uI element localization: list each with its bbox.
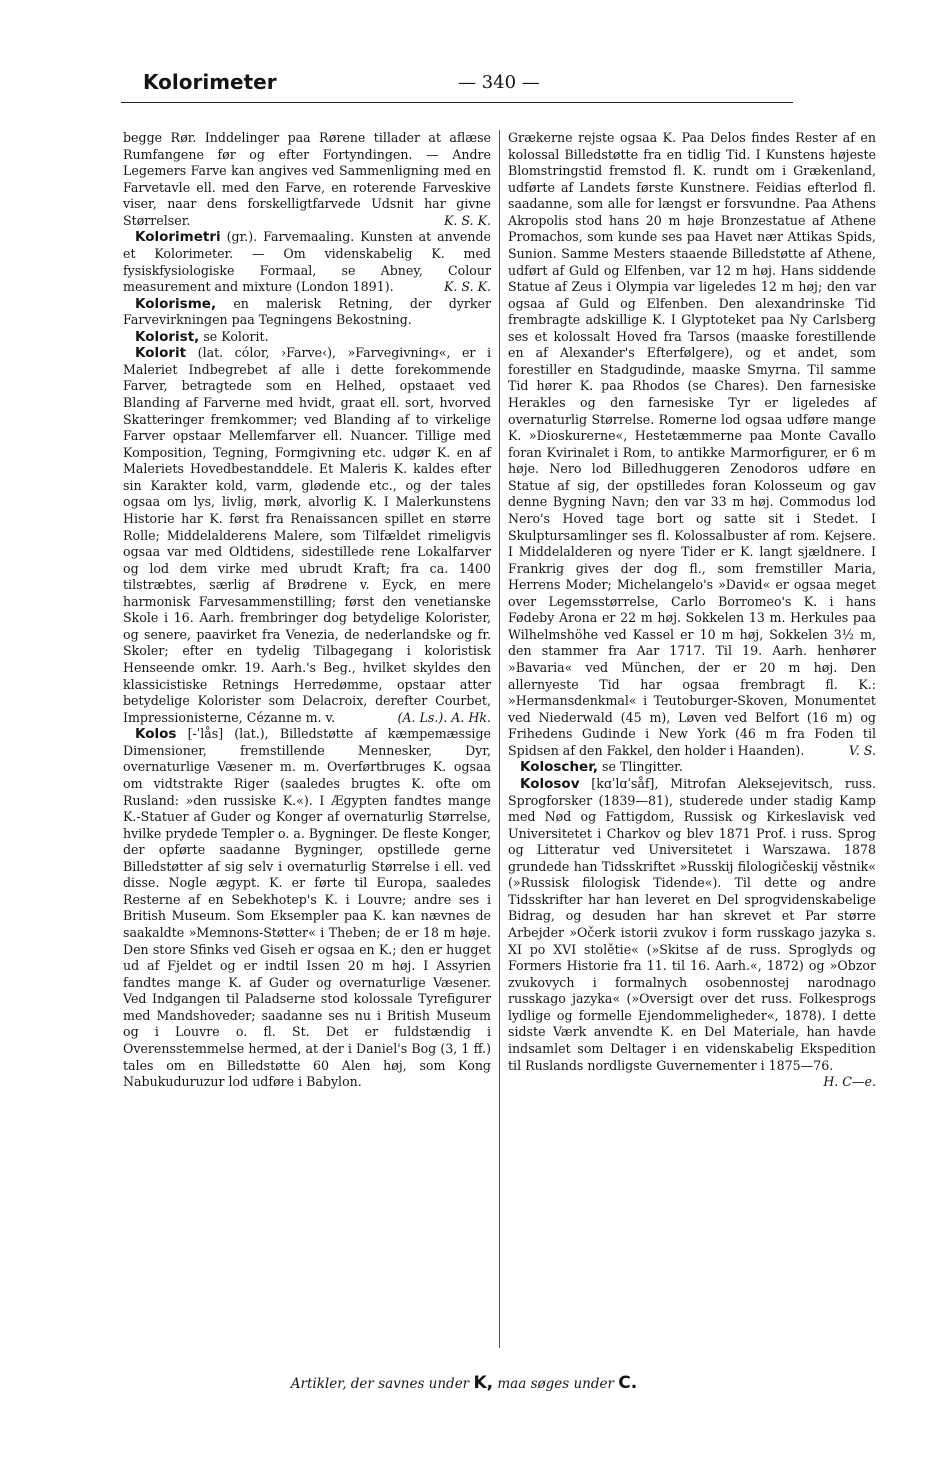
left-column	[123, 130, 491, 1091]
header-rule	[121, 102, 793, 103]
page-number: — 340 —	[458, 72, 540, 93]
entry-koloscher: Koloscher, se Tlingitter.	[520, 759, 683, 776]
entry-kolos: Kolos [-ˈlås] (lat.), Billedstøtte af kæmpemæssige Dimensioner, fremstillende Mennesker, Dyr, overnaturlige Væsener m. m. Overførtbruges K. ogsaa om vidtstrakte Riger (saaledes brugtes K. ofte om Rusland: »den russiske K.«). I Ægypten fandtes mange K.-Statuer af Guder og Konger af overnaturlig Størrelse, hvilke prydede Templer o. a. Bygninger. De fleste Konger, der opførte saadanne Bygninger, opstillede gerne Billedstøtter af sig selv i overnaturlig Størrelse i ell. ved disse. Nogle ægypt. K. er førte til Europa, saaledes Resterne af en Sebekhotep's K. i Louvre; andre ses i British Museum. Som Eksempler paa K. kan nævnes de saakaldte »Memnons-Støtter« i Theben; de er 18 m høje. Den store Sfinks ved Giseh er ogsaa en K.; den er hugget ud af Fjeldet og er indtil Issen 20 m høj. I Assyrien fandtes mange K. af Guder og overnaturlige Væsener. Ved Indgangen til Paladserne stod kolossale Tyrefigurer med Mandshoveder; saadanne ses nu i British Museum og i Louvre o. fl. St. Det er fuldstændig i Overensstemmelse hermed, at der i Daniel's Bog (3, 1 ff.) tales om en Billedstøtte 60 Alen høj, som Kong Nabukuduruzur lod udføre i Babylon.	[123, 726, 492, 1090]
entry-kolosov: Kolosov [kɑˈlɑˈsåf], Mitrofan Aleksejevitsch, russ. Sprogforsker (1839—81), studerede under stadig Kamp med Nød og Fattigdom, Russisk og Kirkeslavisk ved Universitetet i Charkov og blev 1871 Prof. i russ. Sprog og Litteratur ved Universitetet i Warszawa. 1878 grundede han Tidsskriftet »Russkij filologičeskij věstnik« (»Russisk filologisk Tidende«). Til dette og andre Tidsskrifter har han leveret en Del sprogvidenskabelige Bidrag, og desuden har han skrevet et Par større Arbejder »Očerk istorii zvukov i form russkago jazyka s. XI po XVI stolětie« (»Skitse af de russ. Sproglyds og Formers Historie fra 11. til 16. Aarh.«, 1872) og »Obzor zvukovych i formalnych osobennostej narodnago russkago jazyka« (»Oversigt over det russ. Folkesprogs lydlige og formelle Ejendommeligheder«, 1878). I dette sidste Værk anvendte K. en Del Materiale, han havde indsamlet som Deltager i en videnskabelig Ekspedition til Ruslands nordligste Guvernementer i 1875—76. H. C—e.	[508, 775, 876, 1090]
running-head: Kolorimeter	[143, 70, 277, 94]
entry-kolorit: Kolorit (lat. cólor, ›Farve‹), »Farvegivning«, er i Maleriet Indbegrebet af alle i dette forekommende Farver, betragtede som en Helhed, opstaaet ved Blanding af Farverne med hvidt, graat ell. sort, hvorved Skatteringer fremkommer; ved Blanding af to virkelige Farver opstaar Mellemfarver ell. Nuancer. Tillige med Komposition, Tegning, Formgivning etc. udgør K. en af Maleriets Hovedbestanddele. Et Maleris K. kaldes efter sin Karakter kold, varm, glødende etc., og der tales ogsaa om lys, livlig, mørk, alvorlig K. I Malerkunstens Historie har K. først fra Renaissancen spillet en større Rolle; Middelalderens Malere, som Tilfældet rimeligvis ogsaa var med Oldtidens, sidestillede rene Lokalfarver og lod dem virke med ubrudt Kraft; fra ca. 1400 tilstræbtes, særlig af Brødrene v. Eyck, en mere harmonisk Farvesammenstilling; først den venetianske Skole i 16. Aarh. frembringer dog betydelige Kolorister, og senere, paavirket fra Venezia, de nederlandske og fr. Skoler; efter en tydelig Tilbagegang i koloristisk Henseende omkr. 19. Aarh.'s Beg., hvilket skyldes den klassicistiske Retnings Herredømme, opstaar atter betydelige Kolorister som Delacroix, derefter Courbet, Impressionisterne, Cézanne m. v. (A. Ls.). A. Hk.	[123, 345, 491, 725]
page-header	[143, 70, 783, 102]
entry-kolos-continuation: Grækerne rejste ogsaa K. Paa Delos findes Rester af en kolossal Billedstøtte fra en tidlig Tid. I Kunstens højeste Blomstringstid fremstod fl. K. rundt om i Grækenland, udførte af Landets første Kunstnere. Feidias efterlod fl. saadanne, som alle for længst er forsvundne. Paa Athens Akropolis stod hans 20 m høje Bronzestatue af Athene Promachos, som kunde ses paa Havet nær Attikas Spids, Sunion. Samme Mesters staaende Billedstøtte af Athene, udført af Guld og Elfenben, var 12 m høj. Hans siddende Statue af Zeus i Olympia var ligeledes 12 m høj; den var ogsaa af Guld og Elfenben. Den alexandrinske Tid frembragte adskillige K. I Glyptoteket paa Ny Carlsberg ses et kolossalt Hoved fra Tarsos (maaske forestillende en af Alexander's Efterfølgere), og et andet, som forestiller en Stadgudinde, maaske Smyrna. Til samme Tid hører K. paa Rhodos (se Chares). Den farnesiske Herakles og den farnesiske Tyr er ligeledes af overnaturlig Størrelse. Romerne lod ogsaa udføre mange K. »Dioskurerne«, Hestetæmmerne paa Monte Cavallo foran Kvirinalet i Rom, to antikke Marmorfigurer, er 6 m høje. Nero lod Billedhuggeren Zenodoros udføre en Statue af sig, der opstilledes foran Kolosseum og gav denne Bygning Navn; den var 33 m høj. Commodus lod Nero's Hoved tage bort og satte sit i Stedet. I Skulptursamlinger ses fl. Kolossalbuster af rom. Kejsere. I Middelalderen og nyere Tider er K. langt sjældnere. I Frankrig gives der dog fl., som fremstiller Maria, Herrens Moder; Michelangelo's »David« er ogsaa meget over Legemsstørrelse, Carlo Borromeo's K. i hans Fødeby Arona er 22 m høj. Sokkelen 13 m. Herkules paa Wilhelmshöhe ved Kassel er 10 m høj, Sokkelen 3½ m, den stammer fra Aar 1717. Til 19. Aarh. henhører »Bavaria« ved München, der er 20 m høj. Den allernyeste Tid har ogsaa frembragt fl. K.: »Hermansdenkmal« i Teutoburger-Skoven, Monumentet ved Niederwald (45 m), Løven ved Belfort (16 m) og Frihedens Gudinde i New York (46 m fra Foden til Spidsen af den Fakkel, den holder i Haanden). V. S.	[508, 130, 876, 758]
entry-kolorimetri: Kolorimetri (gr.). Farvemaaling. Kunsten at anvende et Kolorimeter. — Om videnskabelig K. med fysiskfysiologiske Formaal, se Abney, Colour measurement and mixture (London 1891). K. S. K.	[123, 229, 491, 295]
entry-kolorisme: Kolorisme, en malerisk Retning, der dyrker Farvevirkningen paa Tegningens Bekostning.	[123, 295, 491, 328]
column-divider	[499, 130, 500, 1348]
right-column	[508, 130, 876, 1091]
entry-kolorist: Kolorist, se Kolorit.	[135, 328, 269, 345]
page-footer-note: Artikler, der savnes under K, maa søges under C.	[290, 1373, 638, 1393]
entry-continuation: begge Rør. Inddelinger paa Rørene tillader at aflæse Rumfangene før og efter Fortyndingen. — Andre Legemers Farve kan angives ved Sammenligning med en Farvetavle ell. med den Farve, en roterende Farveskive viser, naar dens forskelligtfarvede Udsnit har givne Størrelser. K. S. K.	[123, 130, 491, 228]
